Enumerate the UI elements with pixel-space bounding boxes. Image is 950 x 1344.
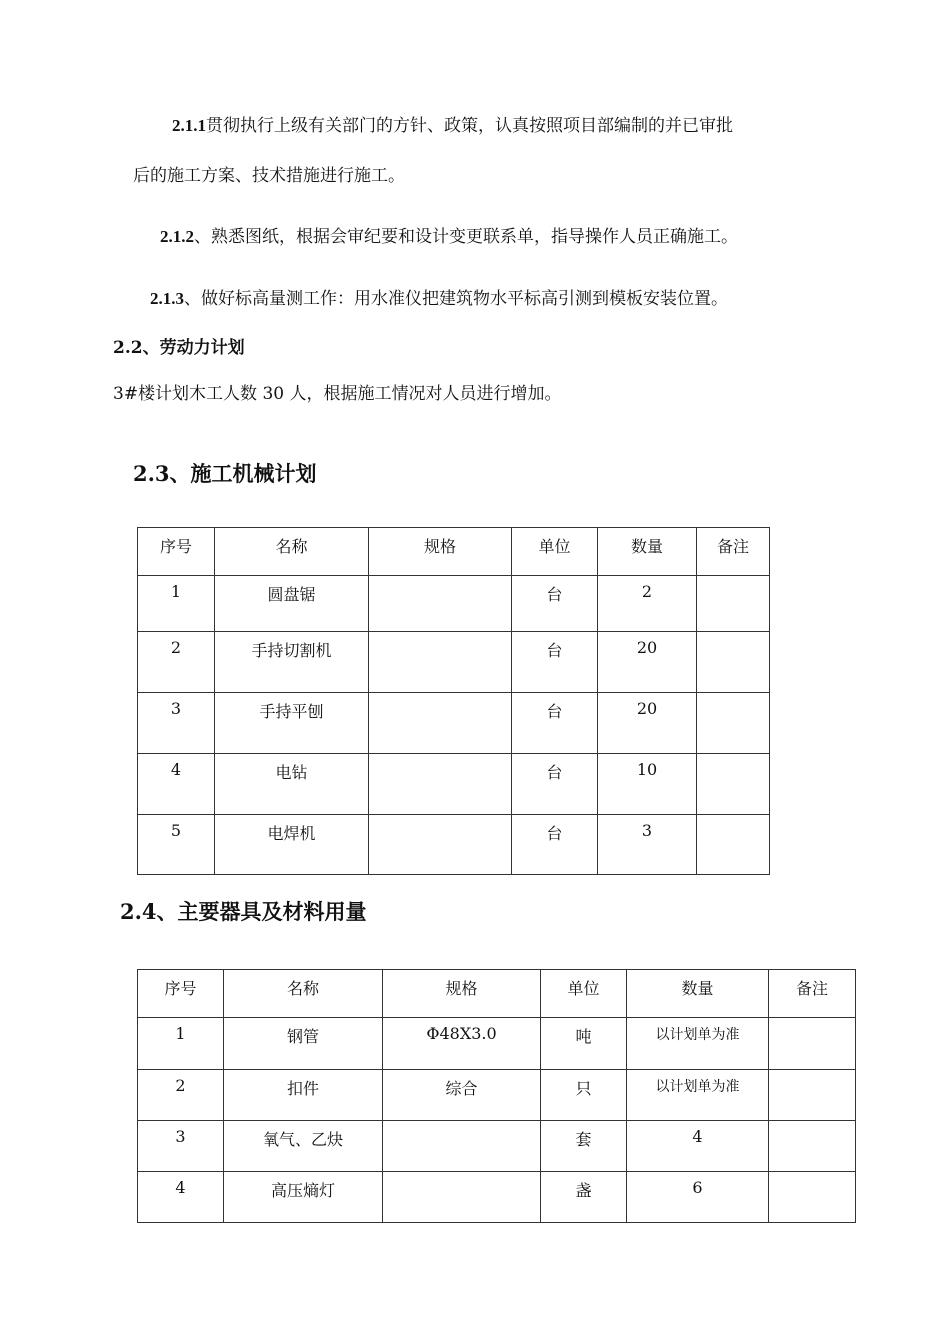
table-cell: 圆盘锯 [215, 576, 369, 632]
table-cell [769, 1172, 856, 1223]
item-number: 2.1.2 [160, 227, 194, 246]
item-2-1-3 [150, 287, 728, 311]
header-cell: 数量 [598, 528, 697, 576]
table-cell: 20 [598, 693, 697, 754]
item-2-1-2 [160, 225, 738, 249]
table-cell: 套 [541, 1121, 627, 1172]
table-cell: 5 [138, 815, 215, 875]
table-cell [769, 1121, 856, 1172]
table-cell: 手持平刨 [215, 693, 369, 754]
table-cell: 以计划单为准 [627, 1018, 769, 1070]
table-cell [697, 632, 770, 693]
item-number: 2.1.3 [150, 289, 184, 308]
table-cell [697, 815, 770, 875]
item-2-1-1 [172, 114, 733, 138]
table-cell [697, 693, 770, 754]
table-cell: 盏 [541, 1172, 627, 1223]
labor-heading: 2.2、劳动力计划 [113, 338, 245, 358]
table-row [138, 1121, 856, 1172]
machinery-heading: 2.3、施工机械计划 [133, 461, 317, 486]
table-cell: 10 [598, 754, 697, 815]
table-cell: 台 [512, 754, 598, 815]
table-cell: 1 [138, 576, 215, 632]
table-cell: 以计划单为准 [627, 1070, 769, 1121]
table-cell [369, 815, 512, 875]
table-cell: 扣件 [224, 1070, 383, 1121]
table-cell [769, 1070, 856, 1121]
table-row [138, 576, 770, 632]
header-cell: 单位 [541, 970, 627, 1018]
table-cell: 只 [541, 1070, 627, 1121]
table-cell: 吨 [541, 1018, 627, 1070]
labor-text: 3#楼计划木工人数 30 人，根据施工情况对人员进行增加。 [113, 384, 562, 404]
table-row [138, 693, 770, 754]
table-cell: 2 [138, 632, 215, 693]
table-cell: 4 [138, 754, 215, 815]
table-row [138, 1070, 856, 1121]
table-cell [369, 576, 512, 632]
table-cell: Φ48X3.0 [383, 1018, 541, 1070]
table-cell [697, 576, 770, 632]
item-number: 2.1.1 [172, 116, 206, 135]
header-cell: 规格 [369, 528, 512, 576]
table-cell: 3 [138, 693, 215, 754]
materials-heading: 2.4、主要器具及材料用量 [120, 899, 367, 924]
table-cell: 氧气、乙炔 [224, 1121, 383, 1172]
table-row [138, 815, 770, 875]
machinery-table [137, 527, 770, 875]
table-cell [369, 632, 512, 693]
item-text: 贯彻执行上级有关部门的方针、政策，认真按照项目部编制的并已审批 [206, 116, 733, 136]
item-text: 、熟悉图纸，根据会审纪要和设计变更联系单，指导操作人员正确施工。 [194, 227, 738, 247]
table-cell: 4 [138, 1172, 224, 1223]
table-cell: 电钻 [215, 754, 369, 815]
header-cell: 单位 [512, 528, 598, 576]
table-header-row [138, 528, 770, 576]
table-cell: 台 [512, 815, 598, 875]
header-cell: 备注 [697, 528, 770, 576]
table-cell: 2 [138, 1070, 224, 1121]
table-cell [383, 1121, 541, 1172]
table-cell: 6 [627, 1172, 769, 1223]
table-cell: 手持切割机 [215, 632, 369, 693]
table-cell [697, 754, 770, 815]
table-cell: 综合 [383, 1070, 541, 1121]
item-text: 、做好标高量测工作：用水准仪把建筑物水平标高引测到模板安装位置。 [184, 289, 728, 309]
table-cell: 20 [598, 632, 697, 693]
header-cell: 序号 [138, 528, 215, 576]
table-cell: 1 [138, 1018, 224, 1070]
table-cell [369, 693, 512, 754]
table-row [138, 754, 770, 815]
materials-table [137, 969, 856, 1223]
table-cell: 高压熵灯 [224, 1172, 383, 1223]
table-cell [769, 1018, 856, 1070]
header-cell: 备注 [769, 970, 856, 1018]
table-cell: 4 [627, 1121, 769, 1172]
table-row [138, 1172, 856, 1223]
table-cell: 台 [512, 632, 598, 693]
header-cell: 名称 [224, 970, 383, 1018]
table-row [138, 632, 770, 693]
table-cell: 2 [598, 576, 697, 632]
table-cell: 台 [512, 576, 598, 632]
table-cell [369, 754, 512, 815]
table-cell: 3 [598, 815, 697, 875]
table-header-row [138, 970, 856, 1018]
header-cell: 数量 [627, 970, 769, 1018]
table-cell: 钢管 [224, 1018, 383, 1070]
item-2-1-1-continued: 后的施工方案、技术措施进行施工。 [133, 166, 405, 186]
table-cell [383, 1172, 541, 1223]
header-cell: 序号 [138, 970, 224, 1018]
table-cell: 电焊机 [215, 815, 369, 875]
table-cell: 台 [512, 693, 598, 754]
table-cell: 3 [138, 1121, 224, 1172]
table-row [138, 1018, 856, 1070]
header-cell: 名称 [215, 528, 369, 576]
header-cell: 规格 [383, 970, 541, 1018]
